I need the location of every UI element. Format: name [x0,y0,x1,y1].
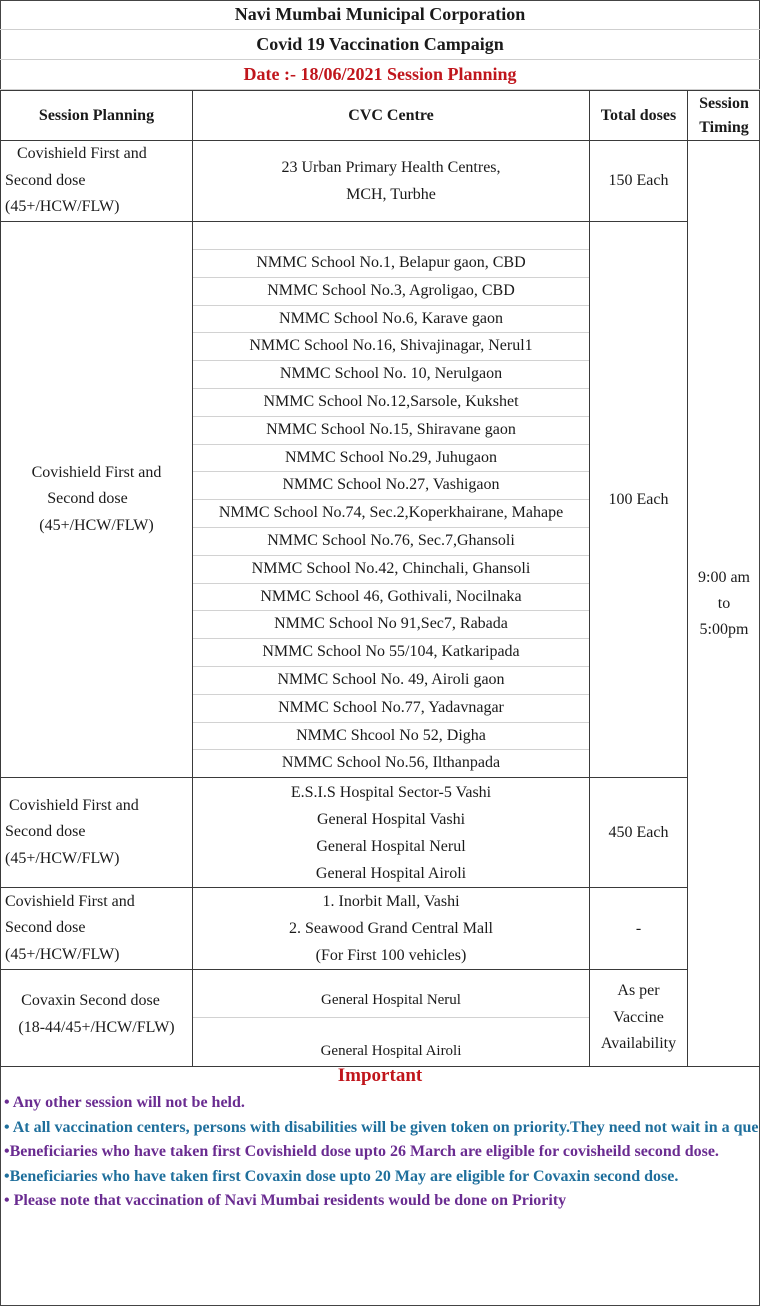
session-line: (45+/HCW/FLW) [5,849,120,867]
list-item: NMMC School No.16, Shivajinagar, Nerul1 [193,332,589,360]
centre-line: General Hospital Airoli [315,864,467,882]
session-line: Covishield First and [9,796,139,814]
centre-line: 23 Urban Primary Health Centres, [281,159,501,176]
doses-cell: 450 Each [590,778,688,888]
doses-cell: 100 Each [590,222,688,778]
doses-cell: - [590,888,688,970]
col-session-planning: Session Planning [1,91,193,141]
centre-line: 2. Seawood Grand Central Mall [289,920,493,938]
session-line: Covishield First and [17,145,147,163]
centre-cell [193,141,590,222]
centre-line: General Hospital Vashi [316,810,466,828]
centre-line: E.S.I.S Hospital Sector-5 Vashi [290,783,492,801]
session-line: Covishield First and [31,463,162,481]
col-session-timing-line1: Session [699,94,749,112]
col-cvc-centre: CVC Centre [193,91,590,141]
session-cell [1,888,193,970]
list-item: NMMC School No 55/104, Katkaripada [193,638,589,666]
session-cell [1,141,193,222]
campaign-title: Covid 19 Vaccination Campaign [0,30,760,60]
list-item: NMMC School No.15, Shiravane gaon [193,416,589,444]
list-item: NMMC Shcool No 52, Digha [193,722,589,750]
centre-cell [193,888,590,970]
list-item: NMMC School No.6, Karave gaon [193,305,589,333]
doses-line: As per [617,982,660,1000]
date-line: Date :- 18/06/2021 Session Planning [0,60,760,90]
centre-line: MCH, Turbhe [346,186,436,203]
session-line: (45+/HCW/FLW) [39,516,154,534]
centre-line: General Hospital Airoli [320,1043,462,1060]
list-item: NMMC School No.77, Yadavnagar [193,694,589,722]
session-line: Second dose [5,919,86,937]
list-item: NMMC School No 91,Sec7, Rabada [193,610,589,638]
session-cell [1,778,193,888]
doses-line: Availability [600,1035,677,1053]
col-total-doses: Total doses [590,91,688,141]
centre-line: General Hospital Nerul [316,837,466,855]
timing-cell [688,141,760,1067]
table-row [1,888,760,970]
list-item: NMMC School No. 49, Airoli gaon [193,666,589,694]
session-line: Covishield First and [5,892,135,910]
session-line: (45+/HCW/FLW) [5,945,120,963]
important-title: Important [337,1065,423,1086]
list-item: NMMC School No. 10, Nerulgaon [193,360,589,388]
session-line: (45+/HCW/FLW) [5,198,120,216]
timing-line: to [717,594,731,612]
table-header-row [1,91,760,141]
table-row [1,141,760,222]
session-line: Second dose [5,823,86,841]
list-item: NMMC School No.1, Belapur gaon, CBD [193,249,589,277]
session-cell [1,222,193,778]
col-session-timing-line2: Timing [699,118,749,136]
list-item [193,222,589,249]
list-item: NMMC School No.3, Agroligao, CBD [193,277,589,305]
note-item: •Beneficiaries who have taken first Covishield dose upto 26 March are eligible for covisheild second dose. [4,1143,719,1160]
list-item: NMMC School No.12,Sarsole, Kukshet [193,388,589,416]
list-item: NMMC School No.29, Juhugaon [193,444,589,472]
note-item: • At all vaccination centers, persons with disabilities will be given token on priority.They need not wait in a que [4,1118,759,1136]
timing-line: 9:00 am [698,568,750,586]
list-item: NMMC School 46, Gothivali, Nocilnaka [193,583,589,611]
centre-line: 1. Inorbit Mall, Vashi [322,893,460,911]
org-title: Navi Mumbai Municipal Corporation [0,0,760,30]
session-line: Second dose [47,490,128,508]
session-table [0,90,760,1067]
list-item: NMMC School No.56, Ilthanpada [193,749,589,777]
note-item: •Beneficiaries who have taken first Covaxin dose upto 20 May are eligible for Covaxin second dose. [4,1167,679,1185]
centre-line: (For First 100 vehicles) [315,947,467,965]
session-line: Covaxin Second dose [21,992,160,1010]
list-item: NMMC School No.76, Sec.7,Ghansoli [193,527,589,555]
centre-cell [193,222,590,778]
col-session-timing [688,91,760,141]
list-item: NMMC School No.74, Sec.2,Koperkhairane, Mahape [193,499,589,527]
doses-cell: 150 Each [590,141,688,222]
list-item: NMMC School No.27, Vashigaon [193,471,589,499]
doses-line: Vaccine [613,1008,664,1026]
timing-line: 5:00pm [699,620,749,638]
note-item: • Any other session will not be held. [4,1094,245,1111]
table-row [1,778,760,888]
session-line: Second dose [5,171,86,189]
centre-line: General Hospital Nerul [193,970,589,1018]
centre-cell [193,778,590,888]
list-item: NMMC School No.42, Chinchali, Ghansoli [193,555,589,583]
table-row [1,222,760,778]
important-notes [0,1047,760,1214]
note-item: • Please note that vaccination of Navi Mumbai residents would be done on Priority [4,1192,567,1209]
session-line: (18-44/45+/HCW/FLW) [18,1018,175,1036]
